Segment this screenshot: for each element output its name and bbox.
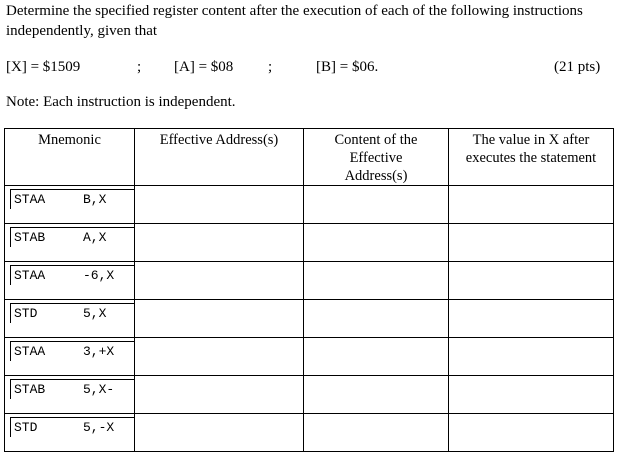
content-answer[interactable] (304, 224, 449, 262)
opcode: STAB (14, 382, 46, 397)
table-header-row (5, 129, 614, 186)
content-answer[interactable] (304, 262, 449, 300)
mnemonic-cell (5, 338, 135, 376)
opcode: STAA (14, 268, 46, 283)
given-separator-2: ; (268, 59, 273, 75)
opcode: STD (14, 306, 38, 321)
x-value-answer[interactable] (449, 376, 614, 414)
operand: 3,+X (83, 344, 115, 359)
opcode: STAA (14, 192, 46, 207)
opcode: STD (14, 420, 38, 435)
instructions-paragraph: Determine the specified register content after the execution of each of the following instructions independently, given that (6, 3, 583, 39)
effective-address-answer[interactable] (135, 300, 304, 338)
x-value-answer[interactable] (449, 338, 614, 376)
operand: 5,-X (83, 420, 115, 435)
x-value-answer[interactable] (449, 414, 614, 452)
mnemonic-cell (5, 376, 135, 414)
header-content: Content of the Effective Address(s) (304, 129, 449, 186)
table-row (5, 186, 614, 224)
effective-address-answer[interactable] (135, 262, 304, 300)
table-row (5, 262, 614, 300)
mnemonic-cell (5, 186, 135, 224)
operand: 5,X- (83, 382, 115, 397)
note-text: Note: Each instruction is independent. (6, 94, 236, 110)
mnemonic-cell (5, 300, 135, 338)
table-row (5, 338, 614, 376)
header-mnemonic: Mnemonic (5, 129, 135, 186)
effective-address-answer[interactable] (135, 186, 304, 224)
table-row (5, 414, 614, 452)
table-row (5, 376, 614, 414)
points-label: (21 pts) (554, 59, 601, 75)
content-answer[interactable] (304, 414, 449, 452)
header-x-value: The value in X after executes the statement (449, 129, 614, 186)
x-value-answer[interactable] (449, 300, 614, 338)
content-answer[interactable] (304, 338, 449, 376)
x-value-answer[interactable] (449, 186, 614, 224)
mnemonic-cell (5, 262, 135, 300)
table-row (5, 300, 614, 338)
opcode: STAA (14, 344, 46, 359)
given-x: [X] = $1509 (6, 59, 81, 75)
x-value-answer[interactable] (449, 262, 614, 300)
instruction-table (4, 128, 614, 452)
operand: -6,X (83, 268, 115, 283)
table-row (5, 224, 614, 262)
mnemonic-cell (5, 414, 135, 452)
effective-address-answer[interactable] (135, 376, 304, 414)
x-value-answer[interactable] (449, 224, 614, 262)
given-a: [A] = $08 (174, 59, 234, 75)
effective-address-answer[interactable] (135, 224, 304, 262)
effective-address-answer[interactable] (135, 338, 304, 376)
content-answer[interactable] (304, 300, 449, 338)
content-answer[interactable] (304, 376, 449, 414)
content-answer[interactable] (304, 186, 449, 224)
opcode: STAB (14, 230, 46, 245)
mnemonic-cell (5, 224, 135, 262)
operand: A,X (83, 230, 107, 245)
given-separator-1: ; (137, 59, 142, 75)
header-effective-address: Effective Address(s) (135, 129, 304, 186)
operand: B,X (83, 192, 107, 207)
given-b: [B] = $06. (316, 59, 379, 75)
effective-address-answer[interactable] (135, 414, 304, 452)
operand: 5,X (83, 306, 107, 321)
